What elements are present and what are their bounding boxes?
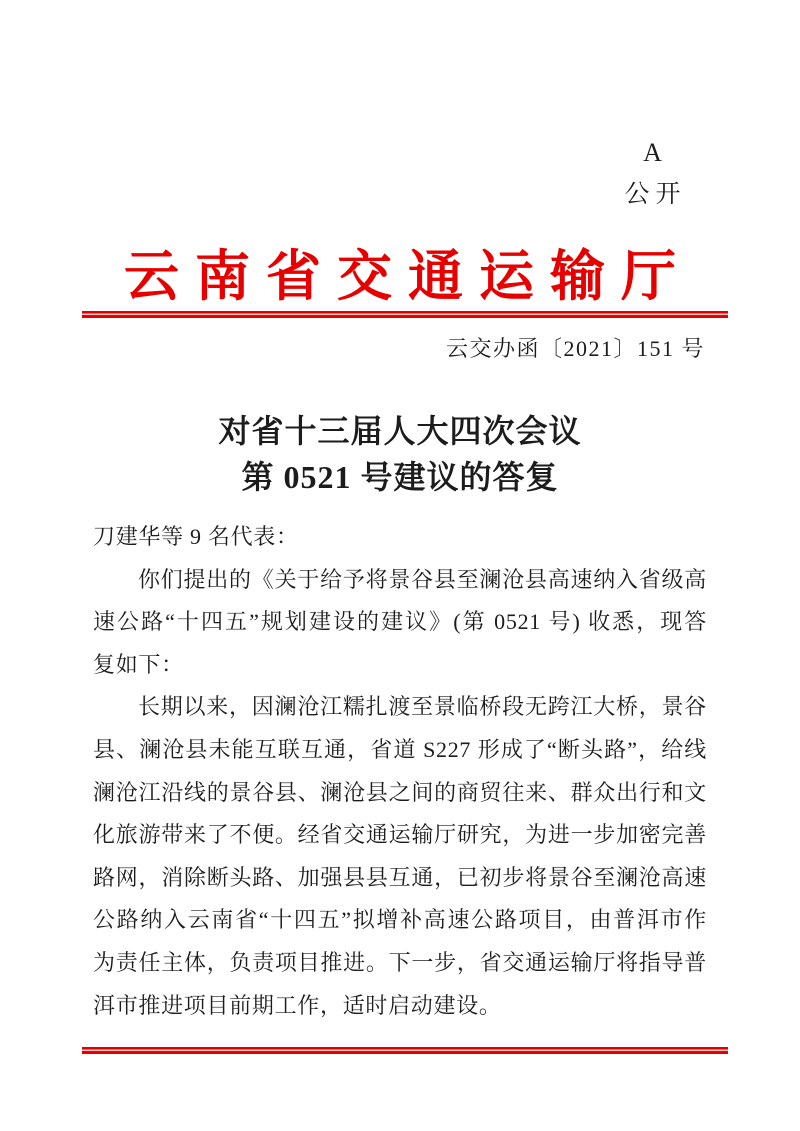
body-line: 公路纳入云南省“十四五”拟增补高速公路项目，由普洱市作 [93,907,707,933]
body-line: 化旅游带来了不便。经省交通运输厅研究，为进一步加密完善 [93,822,707,848]
letter-body [93,516,707,1027]
salutation: 刀建华等 9 名代表： [93,524,299,549]
body-line: 长期以来，因澜沧江糯扎渡至景临桥段无跨江大桥，景谷 [138,694,707,720]
body-line: 复如下： [93,651,184,677]
body-line: 你们提出的《关于给予将景谷县至澜沧县高速纳入省级高 [138,566,707,592]
classification-block [600,140,705,207]
classification-grade: A [643,138,662,167]
document-number: 云交办函〔2021〕151 号 [445,336,705,361]
issuer-letterhead: 云南省交通运输厅 [123,246,692,307]
body-line: 路网，消除断头路、加强县县互通，已初步将景谷至澜沧高速 [93,864,707,890]
body-line: 洱市推进项目前期工作，适时启动建设。 [93,992,502,1018]
classification-level: 公开 [624,181,687,208]
footer-divider [82,1047,728,1054]
letterhead-divider [82,311,728,318]
body-line: 速公路“十四五”规划建设的建议》(第 0521 号) 收悉，现答 [93,609,707,635]
document-title-line2: 第 0521 号建议的答复 [241,459,559,495]
document-title-line1: 对省十三届人大四次会议 [218,413,582,449]
body-line: 澜沧江沿线的景谷县、澜沧县之间的商贸往来、群众出行和文 [93,779,707,805]
body-line: 县、澜沧县未能互联互通，省道 S227 形成了“断头路”，给线 [93,736,707,762]
body-line: 为责任主体，负责项目推进。下一步，省交通运输厅将指导普 [93,949,707,975]
document-title [0,408,800,500]
